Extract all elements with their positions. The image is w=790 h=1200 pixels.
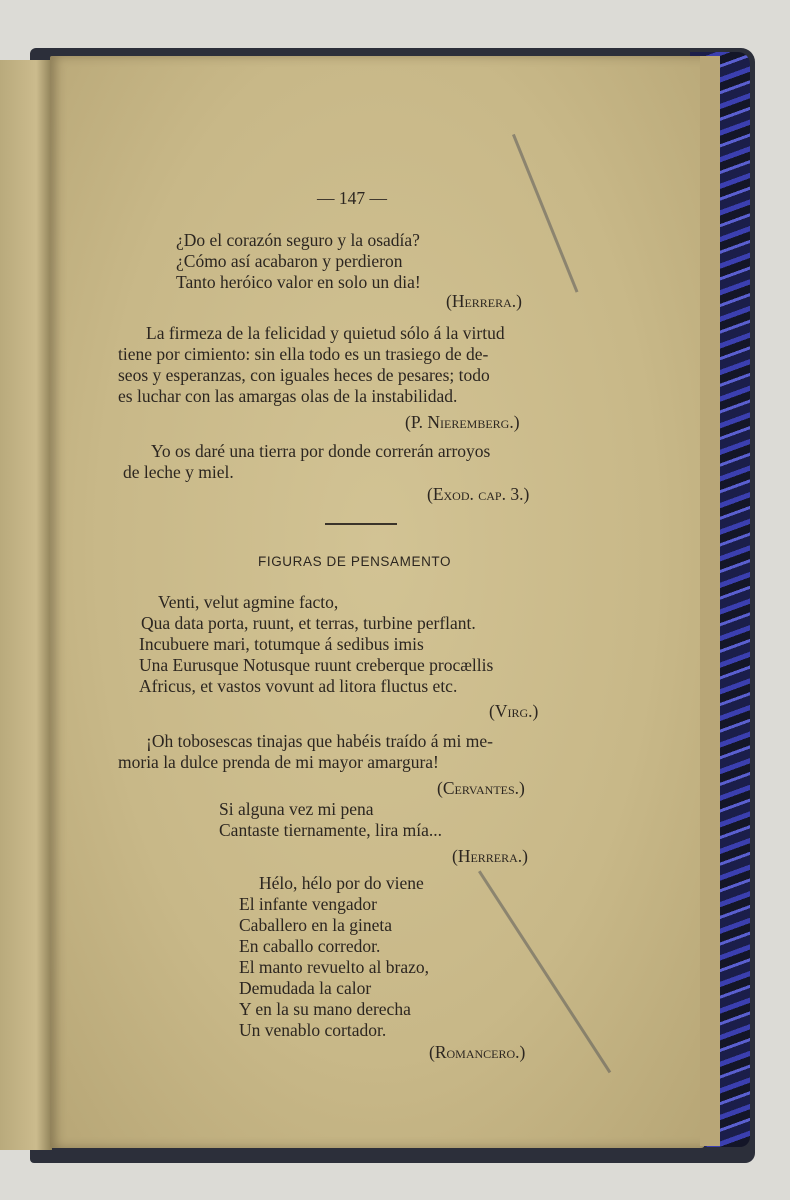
prose-line: seos y esperanzas, con iguales heces de pesares; todo [118,365,490,385]
verse-line: Hélo, hélo por do viene [259,873,424,893]
verse-line: Una Eurusque Notusque ruunt creberque procællis [139,655,494,675]
verse-line: Qua data porta, ruunt, et terras, turbine perflant. [141,613,476,633]
verse-line: Si alguna vez mi pena [219,799,374,819]
verse-line: Un venablo cortador. [239,1020,387,1040]
page-stack-edge [700,56,720,1146]
verse-line: El infante vengador [239,894,378,914]
citation: (Romancero.) [429,1042,526,1062]
verse-line: Demudada la calor [239,978,372,998]
verse-line: Tanto heróico valor en solo un dia! [176,272,421,292]
prose-line: Yo os daré una tierra por donde correrán arroyos [151,441,491,461]
citation: (Herrera.) [452,846,529,866]
prose-line: tiene por cimiento: sin ella todo es un trasiego de de- [118,344,489,364]
citation: (Virg.) [489,701,539,721]
verse-line: Caballero en la gineta [239,915,393,935]
page-number: — 147 — [317,188,387,208]
citation: (Exod. cap. 3.) [427,484,530,504]
verse-line: En caballo corredor. [239,936,381,956]
verse-line: Venti, velut agmine facto, [158,592,339,612]
prose-line: ¡Oh tobosescas tinajas que habéis traído á mi me- [146,731,493,751]
verse-line: ¿Do el corazón seguro y la osadía? [176,230,420,250]
section-heading: FIGURAS DE PENSAMENTO [258,554,452,569]
section-divider [325,523,397,525]
verse-line: Y en la su mano derecha [239,999,411,1019]
left-page [0,60,52,1150]
verse-line: Africus, et vastos vovunt ad litora fluctus etc. [139,676,458,696]
verse-line: Incubuere mari, totumque á sedibus imis [139,634,424,654]
prose-line: de leche y miel. [123,462,234,482]
verse-line: Cantaste tiernamente, lira mía... [219,820,443,840]
verse-line: ¿Cómo así acabaron y perdieron [176,251,403,271]
prose-line: es luchar con las amargas olas de la instabilidad. [118,386,458,406]
citation: (P. Nieremberg.) [405,412,520,432]
book-page [50,56,705,1148]
citation: (Cervantes.) [437,778,525,798]
prose-line: moria la dulce prenda de mi mayor amargura! [118,752,439,772]
citation: (Herrera.) [446,291,523,311]
verse-line: El manto revuelto al brazo, [239,957,429,977]
prose-line: La firmeza de la felicidad y quietud sólo á la virtud [146,323,505,343]
